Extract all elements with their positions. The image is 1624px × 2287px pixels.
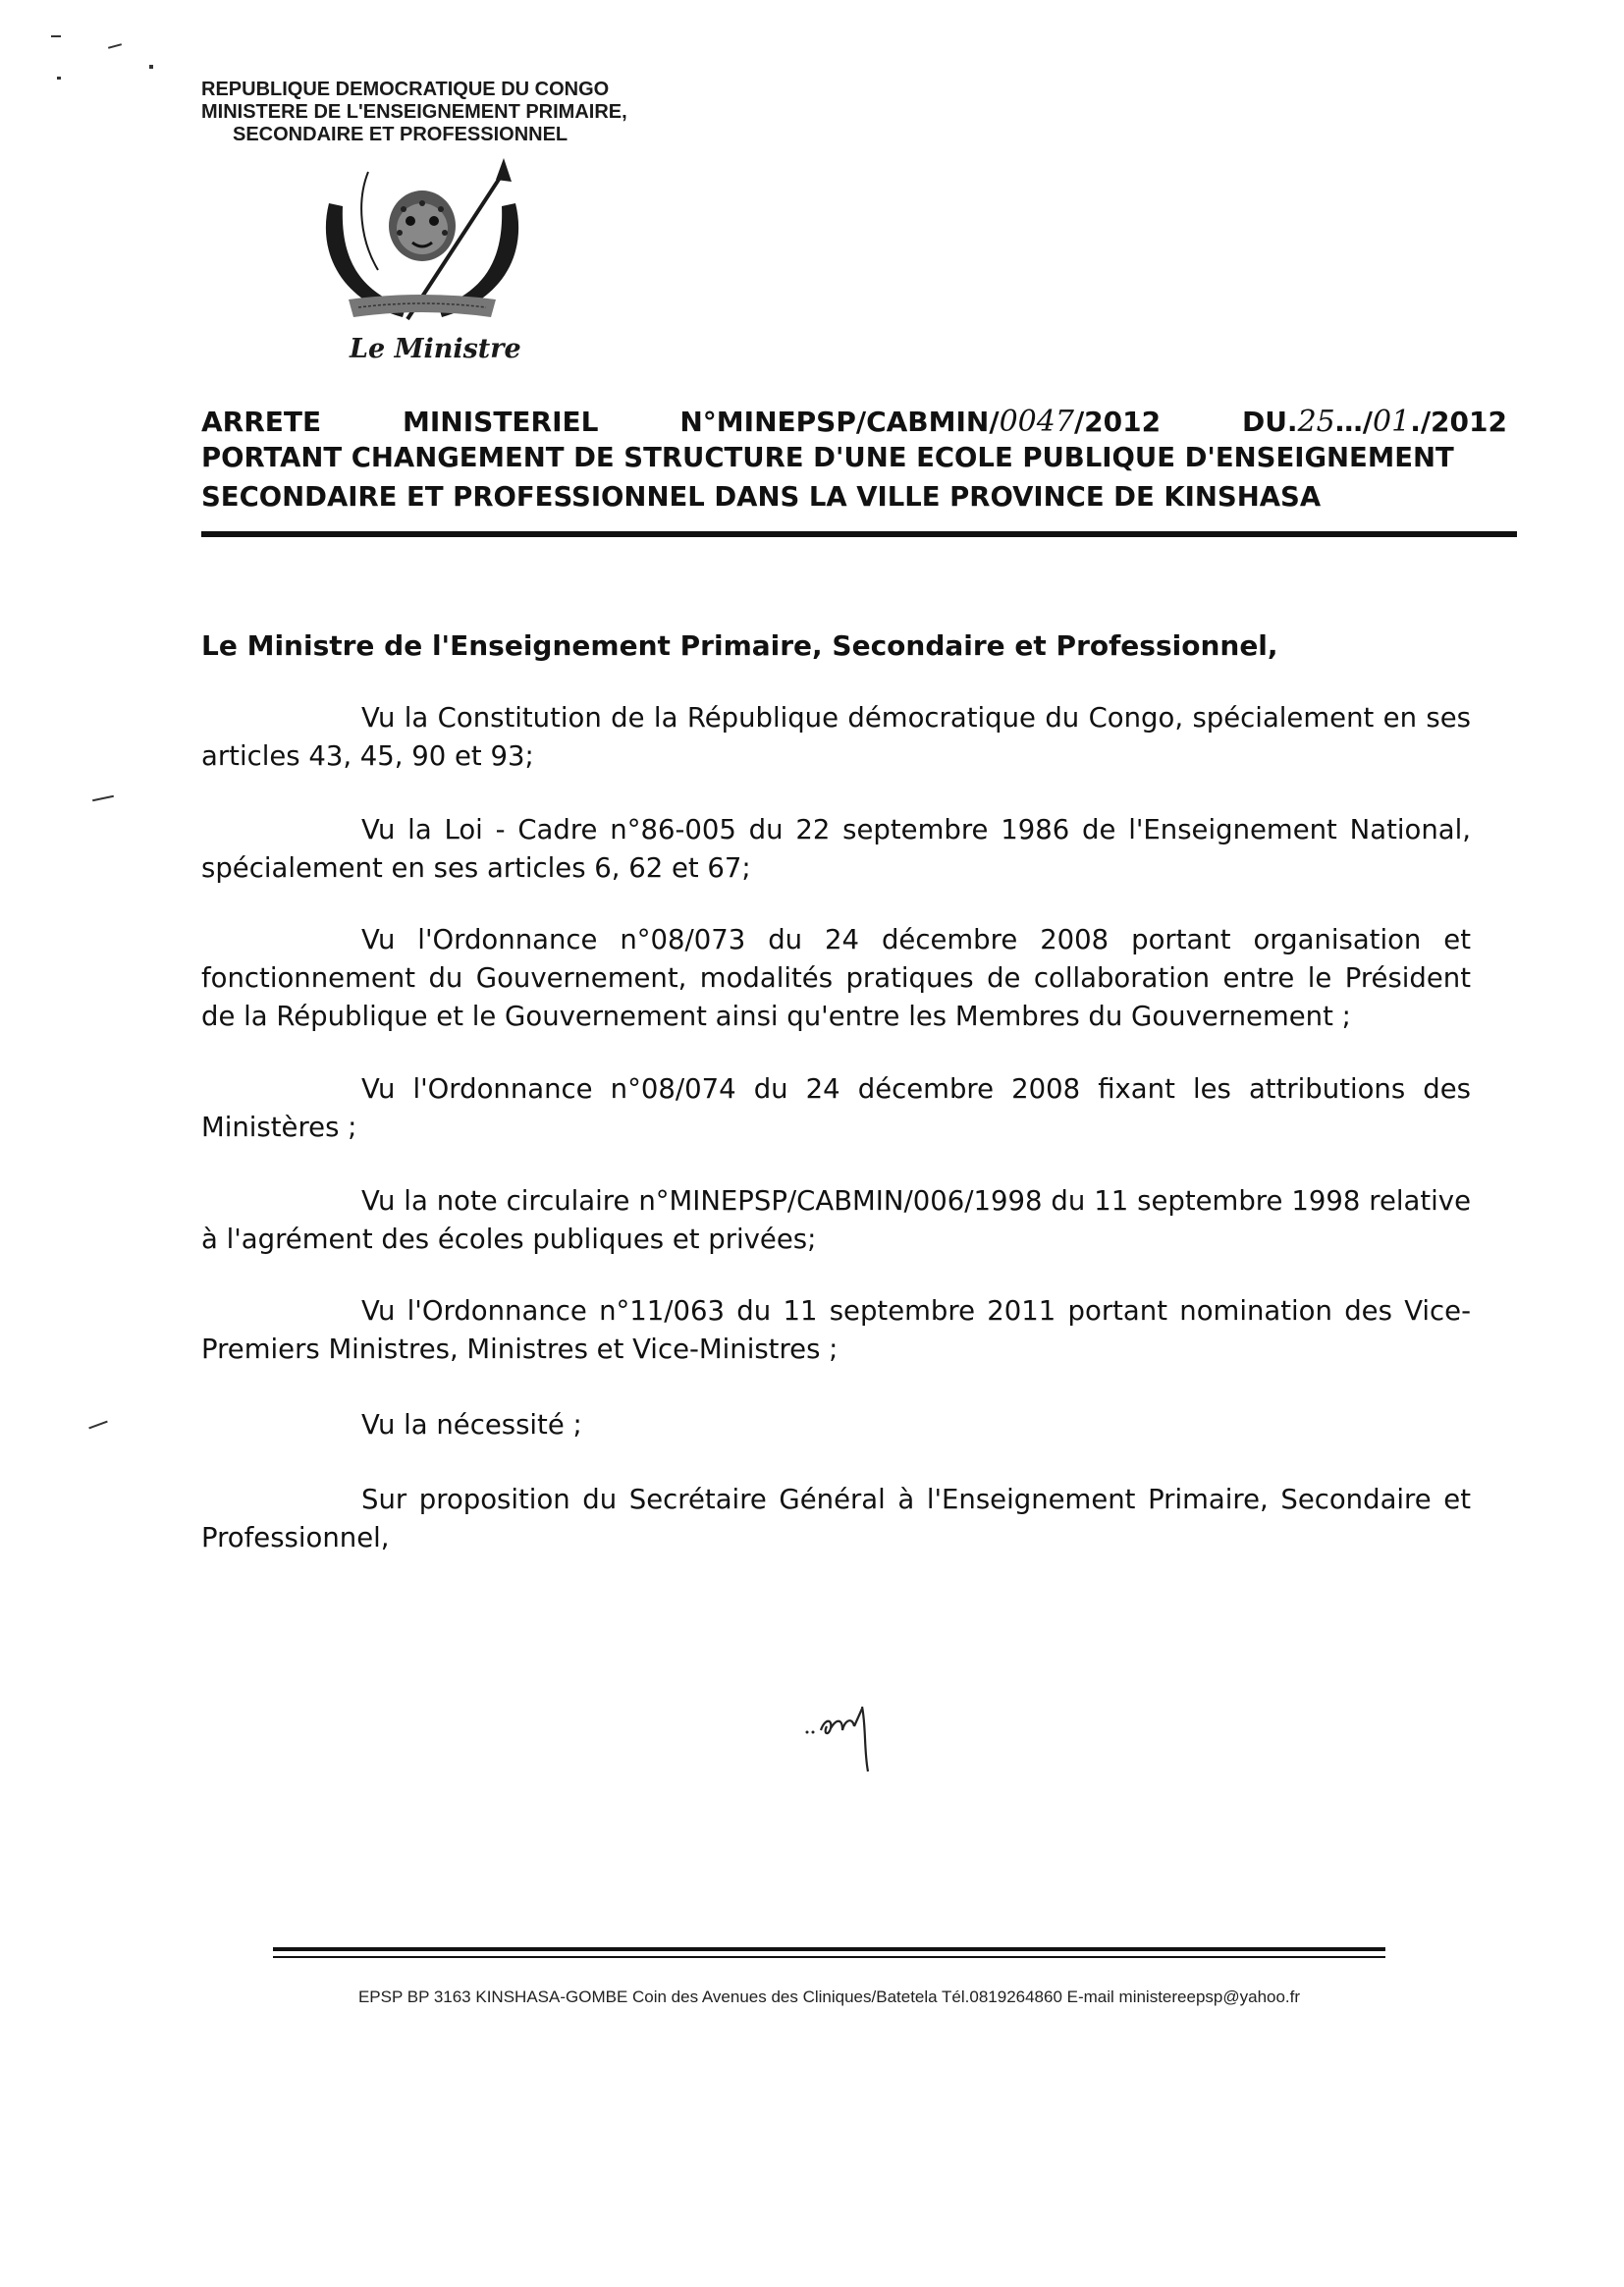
title-word-ministeriel: MINISTERIEL <box>403 406 599 438</box>
decree-title-reference <box>201 405 1507 439</box>
reference-prefix: N°MINEPSP/CABMIN/ <box>679 406 1000 438</box>
decree-reference <box>679 405 1161 439</box>
title-divider <box>201 531 1517 537</box>
paragraph-note-circulaire: Vu la note circulaire n°MINEPSP/CABMIN/006/1998 du 11 septembre 1998 relative à l'agrément des écoles publiques et privées; <box>201 1185 1471 1255</box>
date-prefix: DU. <box>1241 406 1298 438</box>
handwritten-initials-icon <box>803 1697 892 1775</box>
date-month-handwritten: 01 <box>1373 405 1411 439</box>
decree-title-line3: SECONDAIRE ET PROFESSIONNEL DANS LA VILLE PROVINCE DE KINSHASA <box>201 481 1322 513</box>
paragraph-necessite: Vu la nécessité ; <box>361 1409 582 1441</box>
paragraph-loi-cadre: Vu la Loi - Cadre n°86-005 du 22 septembre 1986 de l'Enseignement National, spécialement en ses articles 6, 62 et 67; <box>201 814 1471 884</box>
date-day-handwritten: 25 <box>1297 405 1335 439</box>
letterhead <box>201 79 751 146</box>
paragraph-ordonnance-11-063: Vu l'Ordonnance n°11/063 du 11 septembre 2011 portant nomination des Vice-Premiers Ministres, Ministres et Vice-Ministres ; <box>201 1295 1471 1365</box>
salutation: Le Ministre de l'Enseignement Primaire, Secondaire et Professionnel, <box>201 629 1278 662</box>
paragraph-ordonnance-08-074: Vu l'Ordonnance n°08/074 du 24 décembre 2008 fixant les attributions des Ministères ; <box>201 1073 1471 1143</box>
footer-contact: EPSP BP 3163 KINSHASA-GOMBE Coin des Avenues des Cliniques/Batetela Tél.0819264860 E-mail ministereepsp@yahoo.fr <box>357 1988 1301 2006</box>
reference-number-handwritten: 0047 <box>999 405 1074 439</box>
letterhead-ministry: MINISTERE DE L'ENSEIGNEMENT PRIMAIRE, <box>201 101 627 123</box>
title-word-arrete: ARRETE <box>201 406 322 438</box>
footer-divider-thick <box>273 1947 1385 1951</box>
footer-divider-thin <box>273 1956 1385 1958</box>
letterhead-country: REPUBLIQUE DEMOCRATIQUE DU CONGO <box>201 79 610 100</box>
leopard-coat-of-arms-icon <box>309 152 535 334</box>
signature-title: Le Ministre <box>350 334 521 364</box>
date-year: ./2012 <box>1410 406 1507 438</box>
paragraph-ordonnance-08-073: Vu l'Ordonnance n°08/073 du 24 décembre 2008 portant organisation et fonctionnement du Gouvernement, modalités pratiques de collaboration entre le Président de la République et le Gouvernement ainsi qu'entre les Membres du Gouvernement ; <box>201 924 1471 1032</box>
decree-title-line2: PORTANT CHANGEMENT DE STRUCTURE D'UNE ECOLE PUBLIQUE D'ENSEIGNEMENT <box>201 442 1454 473</box>
reference-year: /2012 <box>1073 406 1162 438</box>
date-separator: …/ <box>1334 406 1373 438</box>
decree-date <box>1242 405 1507 439</box>
letterhead-ministry-cont: SECONDAIRE ET PROFESSIONNEL <box>233 124 568 145</box>
paragraph-constitution: Vu la Constitution de la République démocratique du Congo, spécialement en ses articles 43, 45, 90 et 93; <box>201 702 1471 772</box>
paragraph-proposition: Sur proposition du Secrétaire Général à l'Enseignement Primaire, Secondaire et Professionnel, <box>201 1484 1471 1553</box>
